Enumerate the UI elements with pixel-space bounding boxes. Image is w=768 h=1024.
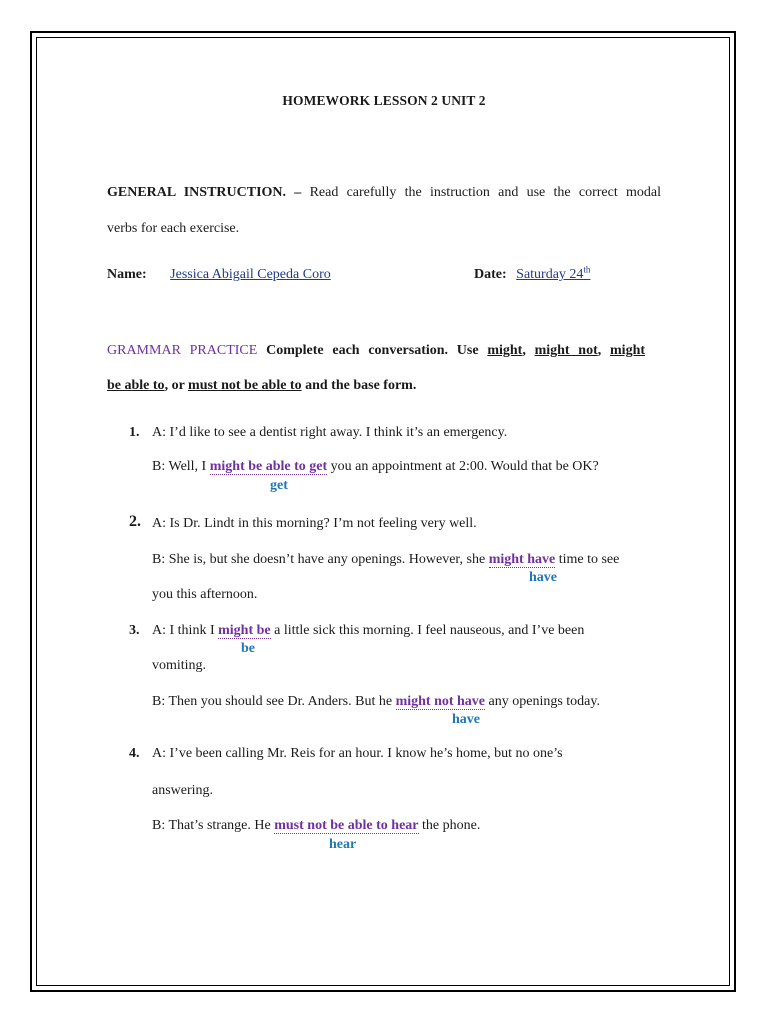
instruction-line-1	[107, 185, 661, 201]
exercise-3-a-post: a little sick this morning. I feel nauseous, and I’ve been	[274, 623, 585, 638]
exercise-1-hint: get	[270, 478, 288, 493]
exercise-4-b-pre: B: That’s strange. He	[152, 818, 271, 833]
exercise-2-b	[152, 552, 619, 568]
exercise-2-answer: might have	[488, 552, 556, 567]
instruction-text: Read carefully the instruction and use the correct modal	[309, 185, 662, 200]
date-row	[474, 264, 591, 283]
exercise-3-b-hint: have	[452, 712, 480, 727]
grammar-line-1: GRAMMAR PRACTICE Complete each conversation. Use might, might not, might	[107, 343, 646, 358]
name-value: Jessica Abigail Cepeda Coro	[170, 267, 331, 282]
exercise-4-a-line2: answering.	[152, 783, 214, 798]
exercise-1-b-pre: B: Well, I	[152, 459, 207, 474]
exercise-2-hint: have	[529, 570, 557, 585]
exercise-1-b-post: you an appointment at 2:00. Would that be OK?	[330, 459, 599, 474]
grammar-text: Complete each conversation. Use	[266, 343, 479, 358]
exercise-3-a-line2: vomiting.	[152, 658, 207, 673]
exercise-4-b	[152, 818, 480, 834]
exercise-2-b-pre: B: She is, but she doesn’t have any openings. However, she	[152, 552, 486, 567]
exercise-4-hint: hear	[329, 837, 357, 852]
exercise-3-b-post: any openings today.	[488, 694, 600, 709]
grammar-or: , or	[164, 378, 185, 393]
instruction-line-2: verbs for each exercise.	[107, 221, 240, 236]
date-value	[510, 264, 591, 282]
exercise-4-b-post: the phone.	[422, 818, 481, 833]
date-suffix: th	[583, 264, 591, 275]
date-label: Date:	[474, 267, 507, 282]
grammar-heading: GRAMMAR PRACTICE	[107, 343, 258, 358]
instruction-label: GENERAL INSTRUCTION. –	[107, 185, 302, 200]
exercise-4-a: A: I’ve been calling Mr. Reis for an hour. I know he’s home, but no one’s	[152, 746, 563, 761]
grammar-might-be-able-part1: might	[610, 343, 646, 358]
exercise-4-answer: must not be able to hear	[274, 818, 419, 833]
document-title: HOMEWORK LESSON 2 UNIT 2	[282, 93, 486, 108]
exercise-3-answer-b: might not have	[395, 694, 486, 709]
exercise-3-b-pre: B: Then you should see Dr. Anders. But he	[152, 694, 393, 709]
exercise-3-a-pre: A: I think I	[152, 623, 215, 638]
exercise-2-number: 2.	[129, 513, 141, 530]
grammar-tail: and the base form.	[305, 378, 417, 393]
exercise-2-b-line2: you this afternoon.	[152, 587, 258, 602]
exercise-4-number: 4.	[129, 746, 140, 761]
exercise-2-a: A: Is Dr. Lindt in this morning? I’m not feeling very well.	[152, 516, 477, 531]
exercise-3-answer-a: might be	[218, 623, 271, 638]
grammar-might-be-able-part2: be able to	[107, 378, 165, 393]
exercise-1-b	[152, 459, 599, 475]
exercise-3-b	[152, 694, 600, 710]
name-label: Name:	[107, 267, 147, 282]
exercise-1-a: A: I’d like to see a dentist right away. I think it’s an emergency.	[152, 425, 508, 440]
exercise-1-number: 1.	[129, 425, 140, 440]
exercise-3-a	[152, 623, 584, 639]
exercise-3-number: 3.	[129, 623, 140, 638]
grammar-must-not-be-able-to: must not be able to	[188, 378, 302, 393]
grammar-line-2	[107, 378, 416, 394]
exercise-1-answer: might be able to get	[209, 459, 328, 474]
grammar-might-not: might not	[534, 343, 598, 358]
exercise-2-b-post: time to see	[558, 552, 620, 567]
date-day: Saturday 24	[516, 267, 584, 282]
name-row	[107, 267, 359, 283]
page-border-inner	[36, 37, 730, 986]
exercise-3-a-hint: be	[241, 641, 255, 656]
grammar-might: might	[487, 343, 523, 358]
